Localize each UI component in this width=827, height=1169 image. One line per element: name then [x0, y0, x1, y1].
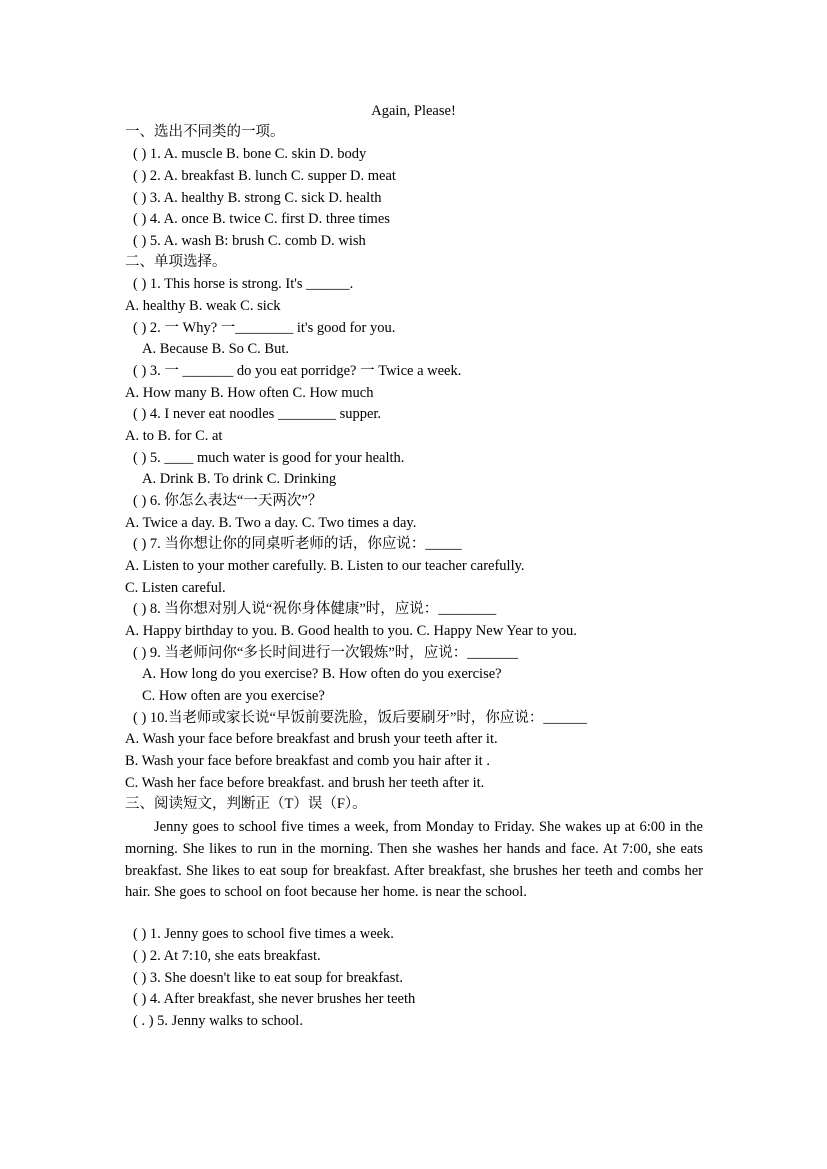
s2-question-7: ( ) 7. 当你想让你的同桌听老师的话，你应说：_____	[133, 536, 462, 552]
s3-question-4: ( ) 4. After breakfast, she never brushes her teeth	[133, 991, 416, 1007]
s2-options-7a: A. Listen to your mother carefully. B. Listen to our teacher carefully.	[125, 558, 525, 574]
s2-question-5: ( ) 5. ____ much water is good for your health.	[133, 450, 405, 466]
s2-options-9b: C. How often are you exercise?	[142, 688, 325, 704]
s1-question-1: ( ) 1. A. muscle B. bone C. skin D. body	[133, 146, 367, 162]
s2-question-4: ( ) 4. I never eat noodles ________ supper.	[133, 406, 382, 422]
s2-options-7b: C. Listen careful.	[125, 580, 226, 596]
s2-options-8: A. Happy birthday to you. B. Good health to you. C. Happy New Year to you.	[125, 623, 577, 639]
section1-heading: 一、选出不同类的一项。	[125, 124, 285, 140]
section3-heading: 三、阅读短文，判断正（T）误（F）。	[125, 796, 367, 812]
s2-options-6: A. Twice a day. B. Two a day. C. Two times a day.	[125, 515, 417, 531]
s1-question-5: ( ) 5. A. wash B: brush C. comb D. wish	[133, 233, 366, 249]
s3-question-1: ( ) 1. Jenny goes to school five times a week.	[133, 926, 394, 942]
s1-question-4: ( ) 4. A. once B. twice C. first D. three times	[133, 211, 390, 227]
s2-options-2: A. Because B. So C. But.	[142, 341, 290, 357]
s1-question-2: ( ) 2. A. breakfast B. lunch C. supper D. meat	[133, 168, 396, 184]
s2-options-5: A. Drink B. To drink C. Drinking	[142, 471, 337, 487]
s2-options-3: A. How many B. How often C. How much	[125, 385, 374, 401]
s2-options-9a: A. How long do you exercise? B. How often do you exercise?	[142, 666, 502, 682]
s3-question-3: ( ) 3. She doesn't like to eat soup for breakfast.	[133, 970, 403, 986]
worksheet-title: Again, Please!	[371, 103, 456, 119]
s2-question-6: ( ) 6. 你怎么表达“一天两次”？	[133, 493, 323, 509]
reading-passage: Jenny goes to school five times a week, from Monday to Friday. She wakes up at 6:00 in the morning. She likes to run in the morning. Then she washes her hands and face. At 7:00, she eats breakfast. She likes to eat soup for breakfast. After breakfast, she brushes her teeth and combs her hair. She goes to school on foot because her home. is near the school.	[125, 819, 703, 901]
s2-question-9: ( ) 9. 当老师问你“多长时间进行一次锻炼”时，应说：_______	[133, 645, 519, 661]
s1-question-3: ( ) 3. A. healthy B. strong C. sick D. health	[133, 190, 382, 206]
s2-options-10c: C. Wash her face before breakfast. and brush her teeth after it.	[125, 775, 485, 791]
section2-heading: 二、单项选择。	[125, 254, 227, 270]
s2-question-1: ( ) 1. This horse is strong. It's ______.	[133, 276, 354, 292]
s2-question-3: ( ) 3. 一 _______ do you eat porridge? 一 Twice a week.	[133, 363, 462, 379]
s2-options-1: A. healthy B. weak C. sick	[125, 298, 281, 314]
s2-options-10a: A. Wash your face before breakfast and brush your teeth after it.	[125, 731, 498, 747]
s2-options-10b: B. Wash your face before breakfast and comb you hair after it .	[125, 753, 490, 769]
s2-options-4: A. to B. for C. at	[125, 428, 223, 444]
s2-question-8: ( ) 8. 当你想对别人说“祝你身体健康”时，应说：________	[133, 601, 497, 617]
s2-question-2: ( ) 2. 一 Why? 一________ it's good for you.	[133, 320, 396, 336]
s2-question-10: ( ) 10.当老师或家长说“早饭前要洗脸，饭后要刷牙”时，你应说：______	[133, 710, 587, 726]
s3-question-5: ( . ) 5. Jenny walks to school.	[133, 1013, 303, 1029]
s3-question-2: ( ) 2. At 7:10, she eats breakfast.	[133, 948, 321, 964]
